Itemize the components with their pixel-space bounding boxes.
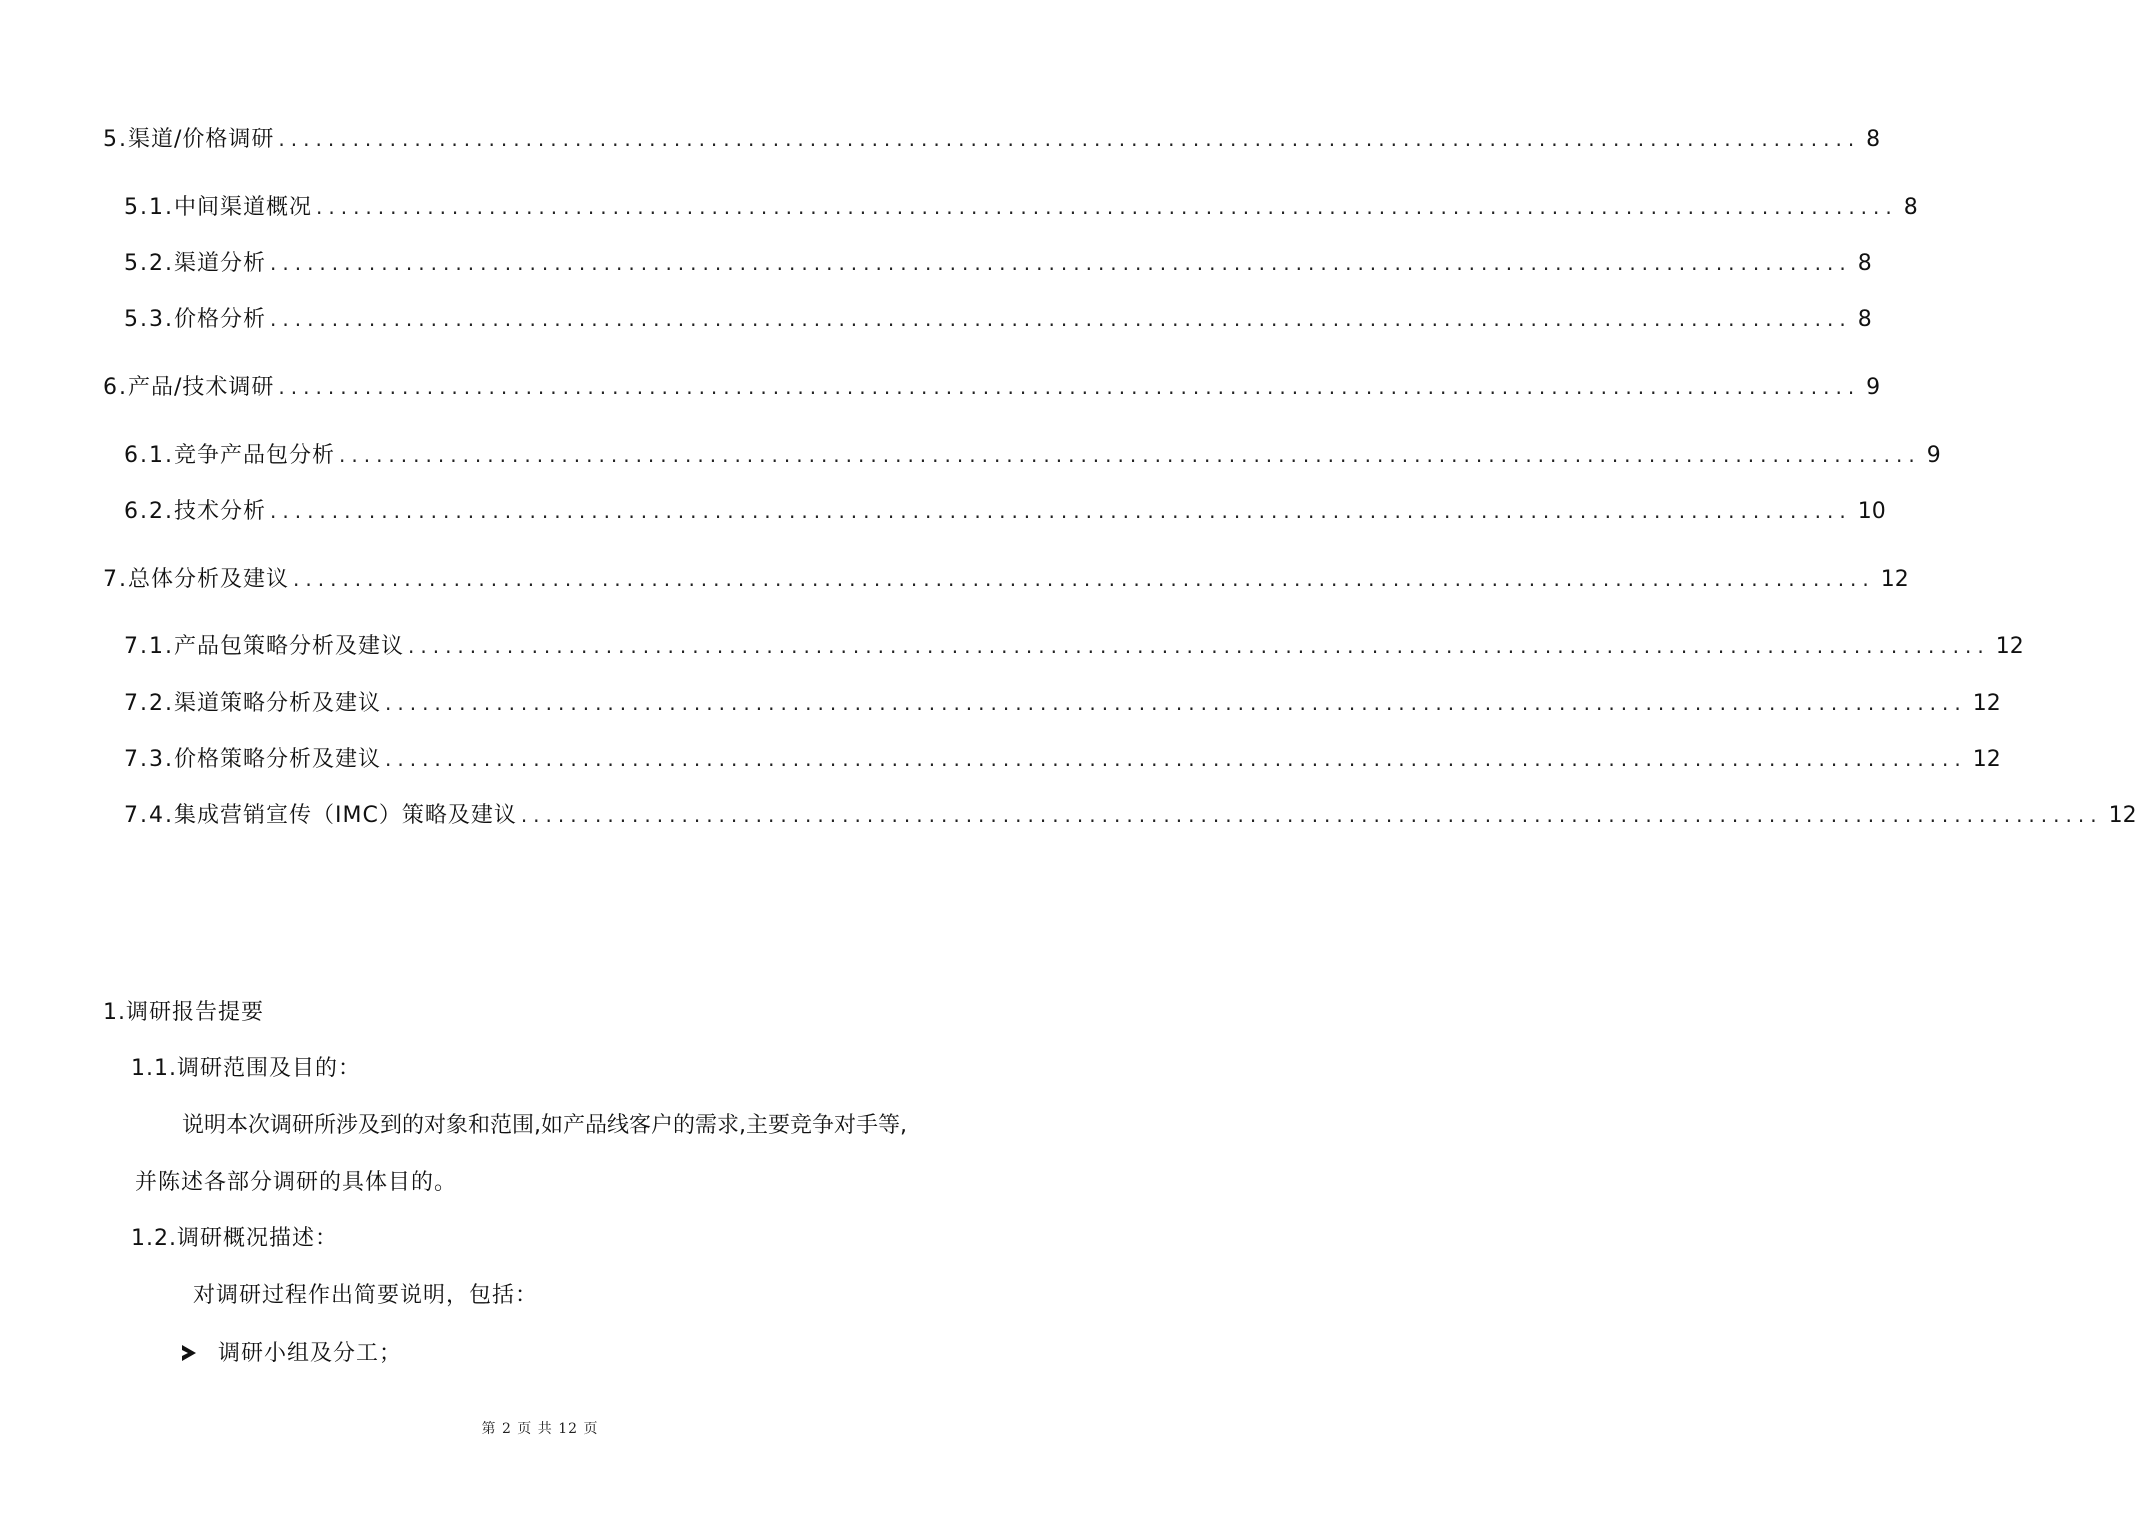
bullet-item-text: 调研小组及分工；	[218, 1341, 403, 1366]
toc-entry[interactable]	[124, 248, 1872, 278]
subsection-heading: 1.1.调研范围及目的：	[131, 1056, 361, 1081]
toc-number: 7.4.	[124, 803, 174, 828]
toc-page-number: 12	[1995, 634, 2024, 659]
toc-number: 5.3.	[124, 307, 174, 332]
toc-title: 渠道分析	[173, 251, 266, 276]
page-footer: 第 2 页 共 12 页	[481, 1421, 599, 1437]
toc-number: 7.2.	[124, 691, 174, 716]
toc-title: 技术分析	[173, 499, 266, 524]
toc-leader-dots: ................................................................................................................................	[385, 691, 1967, 715]
arrow-bullet-icon	[182, 1345, 196, 1361]
toc-leader-dots: ................................................................................................................................	[339, 443, 1921, 467]
bullet-item	[182, 1339, 402, 1369]
toc-entry[interactable]	[124, 744, 2001, 774]
toc-title: 价格分析	[173, 307, 266, 332]
toc-title: 渠道策略分析及建议	[173, 691, 381, 716]
toc-number: 6.	[103, 375, 128, 400]
toc-title: 竞争产品包分析	[173, 443, 335, 468]
toc-number: 5.1.	[124, 195, 174, 220]
section-heading: 1.调研报告提要	[103, 1000, 264, 1025]
toc-title: 价格策略分析及建议	[173, 747, 381, 772]
toc-page-number: 10	[1857, 499, 1886, 524]
toc-number: 5.2.	[124, 251, 174, 276]
toc-leader-dots: ................................................................................................................................	[278, 127, 1861, 151]
toc-page-number: 8	[1857, 307, 1872, 332]
toc-number: 7.1.	[124, 634, 174, 659]
toc-title: 集成营销宣传（IMC）策略及建议	[173, 803, 517, 828]
toc-leader-dots: ................................................................................................................................	[293, 567, 1875, 591]
toc-title: 产品包策略分析及建议	[173, 634, 404, 659]
paragraph-line: 说明本次调研所涉及到的对象和范围,如产品线客户的需求,主要竞争对手等,	[182, 1113, 907, 1138]
toc-page-number: 8	[1866, 127, 1881, 152]
toc-title: 总体分析及建议	[128, 567, 290, 592]
toc-title: 中间渠道概况	[173, 195, 312, 220]
toc-entry[interactable]	[124, 688, 2001, 718]
toc-title: 渠道/价格调研	[128, 127, 275, 152]
toc-page-number: 12	[1880, 567, 1909, 592]
toc-entry[interactable]	[124, 440, 1941, 470]
toc-number: 6.2.	[124, 499, 174, 524]
toc-number: 7.3.	[124, 747, 174, 772]
toc-page-number: 12	[1972, 747, 2001, 772]
toc-page-number: 8	[1903, 195, 1918, 220]
toc-entry[interactable]	[124, 304, 1872, 334]
toc-entry[interactable]	[124, 631, 2024, 661]
toc-page-number: 9	[1866, 375, 1881, 400]
toc-page-number: 9	[1926, 443, 1941, 468]
toc-page-number: 8	[1857, 251, 1872, 276]
toc-leader-dots: ................................................................................................................................	[270, 307, 1852, 331]
paragraph-line: 并陈述各部分调研的具体目的。	[135, 1170, 458, 1195]
toc-leader-dots: ................................................................................................................................	[270, 251, 1852, 275]
toc-leader-dots: ................................................................................................................................	[316, 195, 1898, 219]
toc-page-number: 12	[2108, 803, 2137, 828]
toc-entry[interactable]	[124, 800, 2137, 830]
toc-entry[interactable]	[103, 124, 1881, 154]
toc-number: 5.	[103, 127, 128, 152]
toc-leader-dots: ................................................................................................................................	[270, 499, 1852, 523]
toc-entry[interactable]	[124, 496, 1886, 526]
toc-entry[interactable]	[124, 192, 1918, 222]
toc-entry[interactable]	[103, 564, 1909, 594]
toc-leader-dots: ................................................................................................................................	[520, 803, 2103, 827]
paragraph-line: 对调研过程作出简要说明，包括：	[193, 1283, 539, 1308]
toc-leader-dots: ................................................................................................................................	[385, 747, 1967, 771]
toc-page-number: 12	[1972, 691, 2001, 716]
toc-number: 6.1.	[124, 443, 174, 468]
subsection-heading: 1.2.调研概况描述：	[131, 1226, 338, 1251]
toc-leader-dots: ................................................................................................................................	[408, 634, 1990, 658]
toc-number: 7.	[103, 567, 128, 592]
toc-leader-dots: ................................................................................................................................	[278, 375, 1861, 399]
toc-entry[interactable]	[103, 372, 1881, 402]
toc-title: 产品/技术调研	[128, 375, 275, 400]
